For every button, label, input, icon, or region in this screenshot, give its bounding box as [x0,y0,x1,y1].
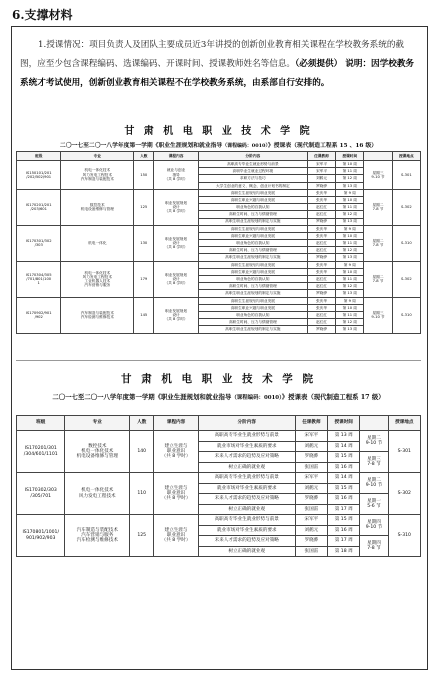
teacher-cell: 罗晓骅 [307,290,335,297]
topic-cell: 高职高专毕业生就业形势与前景 [198,473,295,484]
week-cell: 第 9 周 [336,225,364,232]
teacher-cell: 张庆华 [307,268,335,275]
column-header: 任课教师 [307,152,335,161]
table-row [17,161,421,168]
day-time-cell: 星期二 7-8 节 [364,225,392,261]
teacher-cell: 罗晓骅 [307,254,335,261]
column-header: 任课教师 [295,416,327,431]
count-cell: 130 [134,225,154,261]
teacher-cell: 张国雷 [295,546,327,557]
schedule-title-2: 二〇一七至二〇一八学年度第一学期《职业生涯规划和就业指导（课程编码：0010）》授课表（现代制造工程系 17 级） [52,393,385,401]
day-time-cell: 星期二 9-10 节 [360,431,388,452]
column-header: 授课地点 [388,416,420,431]
day-time-cell: 星期三 7-8 节 [360,452,388,473]
schedule-screenshot-2 [16,360,421,666]
teacher-cell: 刘鹤元 [295,525,327,536]
topic-cell: 高职生职业生涯规划的制定与实施 [198,218,307,225]
topic-cell: 求职方法与技巧 [198,175,307,182]
table-row [17,431,421,442]
week-cell: 第 17 周 [328,536,360,547]
week-cell: 第 15 周 [328,515,360,526]
table-header-row [17,152,421,161]
topic-cell: 高职生生涯规划与职业发展 [198,189,307,196]
table-row [17,189,421,196]
topic-cell: 高职生职业生涯规划的制定与实施 [198,254,307,261]
week-cell: 第 12 周 [336,175,364,182]
table-row [17,473,421,484]
column-header: 人数 [134,152,154,161]
week-cell: 第 12 周 [336,247,364,254]
week-cell: 第 11 周 [336,204,364,211]
week-cell: 第 10 周 [336,161,364,168]
day-time-cell: 星期一 5-6 节 [360,494,388,515]
teacher-cell: 罗晓骅 [295,494,327,505]
teacher-cell: 张庆华 [307,225,335,232]
topic-cell: 就业市场对毕业生素质的要求 [198,525,295,536]
teacher-cell: 罗晓骅 [307,182,335,189]
topic-cell: 高职生职业生涯规划的制定与实施 [198,326,307,333]
count-cell: 145 [134,297,154,333]
major-cell: 汽车制造与装配技术 汽车营销与服务 汽车检测与维修技术 [65,515,130,557]
teacher-cell: 宋军平 [295,515,327,526]
schedule-title-1: 二〇一七至二〇一八学年度第一学期《职业生涯规划和就业指导（课程编码：0010）》授课表（现代制造工程系 15 、16 级） [59,143,378,149]
column-header: 班级 [17,416,65,431]
course-cell: 职业发展规划 设计 （共 8 学时） [154,261,198,297]
column-header: 分阶内容 [198,416,295,431]
teacher-cell: 赵红红 [307,247,335,254]
teacher-cell: 赵红红 [307,240,335,247]
major-cell: 数控技术 机电设备维修与管理 [61,189,134,225]
teacher-cell: 张庆华 [307,297,335,304]
course-cell: 职业发展规划 设计 （共 8 学时） [154,225,198,261]
column-header: 人数 [130,416,154,431]
class-cell: IS170304/305 /701/801/100 1 [17,261,61,297]
count-cell: 110 [130,473,154,515]
teacher-cell: 张庆华 [307,189,335,196]
table-header-row [17,416,421,431]
table-row [17,261,421,268]
major-cell: 机电一体化技术 风力发电工程技术 [65,473,130,515]
column-header: 授课时间 [328,416,360,431]
week-cell: 第 11 周 [336,311,364,318]
teacher-cell: 宋军平 [307,168,335,175]
table-row [17,225,421,232]
week-cell: 第 11 周 [336,168,364,175]
teacher-cell: 赵红红 [307,319,335,326]
topic-cell: 高职生时间、压力与情绪管理 [198,319,307,326]
count-cell: 150 [134,161,154,190]
teacher-cell: 刘鹤元 [295,483,327,494]
column-header: 课程内容 [154,416,198,431]
topic-cell: 树立正确的就业观 [198,462,295,473]
intro-paragraph [20,36,420,93]
room-cell: S-310 [392,225,420,261]
topic-cell: 高职生时间、压力与情绪管理 [198,211,307,218]
room-cell: S-302 [392,189,420,225]
schedule-table-1 [16,151,421,334]
intro-text: 1.授课情况：项目负责人及团队主要成员近3年讲授的创新创业教育相关课程在学校教务系统的截图，应至少包含课程编码、选课编码、开课时间、授课教师姓名等信息。 [20,40,405,69]
topic-cell: 高职生职业兴趣与职业发展 [198,268,307,275]
course-cell: 建立生涯与 职业意识 （共 8 学时） [154,515,198,557]
week-cell: 第 9 周 [336,189,364,196]
day-time-cell: 星期二 9-10 节 [360,473,388,494]
week-cell: 第 15 周 [328,452,360,463]
week-cell: 第 10 周 [336,304,364,311]
day-time-cell: 星期三 9-10 节 [364,297,392,333]
major-cell: 机电一体化技术 风力发电工程技术 工业机器人技术 汽车营销与服务 [61,261,134,297]
week-cell: 第 18 周 [328,546,360,557]
column-header: 班级 [17,152,61,161]
room-cell: S-302 [388,473,420,515]
course-cell: 就业与创业 指导 （共 8 学时） [154,161,198,190]
count-cell: 179 [134,261,154,297]
week-cell: 第 13 周 [328,431,360,442]
topic-cell: 高职生职业生涯规划的制定与实施 [198,290,307,297]
section-heading: 6.支撑材料 [12,8,73,22]
topic-cell: 职业角色的自我认知 [198,240,307,247]
schedule-screenshot-1 [16,118,421,356]
teacher-cell: 刘鹤元 [307,175,335,182]
school-name-1: 甘 肃 机 电 职 业 技 术 学 院 [124,126,313,137]
course-cell: 职业发展规划 设计 （共 8 学时） [154,297,198,333]
room-cell: S-301 [388,431,420,473]
week-cell: 第 12 周 [336,319,364,326]
topic-cell: 高职生时间、压力与情绪管理 [198,247,307,254]
topic-cell: 未来人才需求的趋势及应对策略 [198,452,295,463]
day-time-cell: 星期二 7-8 节 [364,261,392,297]
class-cell: IS170201/301 /304/601/1101 [17,431,65,473]
teacher-cell: 宋军平 [295,473,327,484]
room-cell: S-301 [392,161,420,190]
topic-cell: 就业市场对毕业生素质的要求 [198,441,295,452]
topic-cell: 大学生创业的意义、概念、创业计划书的制定 [198,182,307,189]
column-header: 课程内容 [154,152,198,161]
teacher-cell: 赵红红 [307,211,335,218]
teacher-cell: 赵红红 [307,311,335,318]
room-cell: S-310 [388,515,420,557]
topic-cell: 职业角色的自我认知 [198,204,307,211]
count-cell: 125 [134,189,154,225]
day-time-cell: 星期四 9-10 节 [360,515,388,536]
teacher-cell: 赵红红 [307,283,335,290]
school-name-2: 甘 肃 机 电 职 业 技 术 学 院 [121,373,316,385]
teacher-cell: 张庆华 [307,232,335,239]
teacher-cell: 张庆华 [307,196,335,203]
topic-cell: 未来人才需求的趋势及应对策略 [198,536,295,547]
teacher-cell: 罗晓骅 [307,218,335,225]
topic-cell: 职业角色的自我认知 [198,311,307,318]
week-cell: 第 13 周 [336,254,364,261]
topic-cell: 高职生时间、压力与情绪管理 [198,283,307,290]
room-cell: S-302 [392,261,420,297]
week-cell: 第 13 周 [336,290,364,297]
count-cell: 125 [130,515,154,557]
week-cell: 第 12 周 [336,211,364,218]
week-cell: 第 15 周 [328,483,360,494]
week-cell: 第 17 周 [328,504,360,515]
topic-cell: 高职生生涯规划与职业发展 [198,297,307,304]
intro-required: （必须提供） [295,59,343,69]
week-cell: 第 13 周 [336,326,364,333]
day-time-cell: 星期三 9-10 节 [364,161,392,190]
class-cell: IS170301/302 /303 [17,225,61,261]
teacher-cell: 刘鹤元 [295,441,327,452]
teacher-cell: 赵红红 [307,276,335,283]
day-time-cell: 星期二 7-8 节 [364,189,392,225]
teacher-cell: 罗晓骅 [295,452,327,463]
teacher-cell: 罗晓骅 [295,536,327,547]
major-cell: 数控技术 机电一体化技术 机电设备维修与管理 [65,431,130,473]
teacher-cell: 张庆华 [307,261,335,268]
week-cell: 第 9 周 [336,297,364,304]
room-cell: S-310 [392,297,420,333]
day-time-cell: 星期四 7-8 节 [360,536,388,557]
topic-cell: 高职高专毕业生就业形势与前景 [198,431,295,442]
column-header: 授课地点 [392,152,420,161]
topic-cell: 高职生职业兴趣与职业发展 [198,196,307,203]
week-cell: 第 14 周 [328,441,360,452]
course-cell: 建立生涯与 职业意识 （共 8 学时） [154,473,198,515]
topic-cell: 高职生职业兴趣与职业发展 [198,232,307,239]
column-header: 专业 [65,416,130,431]
table-row [17,297,421,304]
schedule-table-2 [16,415,421,557]
column-header [364,152,392,161]
major-cell: 机电一体化技术 风力发电工程技术 汽车制造与装配技术 [61,161,134,190]
count-cell: 140 [130,431,154,473]
week-cell: 第 13 周 [336,218,364,225]
teacher-cell: 罗晓骅 [307,326,335,333]
topic-cell: 高职毕业生就业过程环境 [198,168,307,175]
teacher-cell: 赵红红 [307,204,335,211]
topic-cell: 就业市场对毕业生素质的要求 [198,483,295,494]
teacher-cell: 张国雷 [295,504,327,515]
week-cell: 第 10 周 [336,268,364,275]
topic-cell: 高职高专毕业生就业形势与前景 [198,515,295,526]
class-cell: IS170902/901 /902 [17,297,61,333]
week-cell: 第 11 周 [336,276,364,283]
column-header [360,416,388,431]
course-cell: 建立生涯与 职业意识 （共 8 学时） [154,431,198,473]
topic-cell: 高职生生涯规划与职业发展 [198,225,307,232]
column-header: 分阶内容 [198,152,307,161]
class-cell: IS150101/201 /202/502/901 [17,161,61,190]
week-cell: 第 13 周 [336,182,364,189]
teacher-cell: 张国雷 [295,462,327,473]
topic-cell: 未来人才需求的趋势及应对策略 [198,494,295,505]
class-cell: IS170302/303 /305/701 [17,473,65,515]
teacher-cell: 张庆华 [307,304,335,311]
week-cell: 第 16 周 [328,525,360,536]
intro-note: 说明：因学校教务系统才考试使用，创新创业教育相关课程不在学校教务系统，由系部自行安排的。 [20,59,415,88]
topic-cell: 职业角色的自我认知 [198,276,307,283]
week-cell: 第 16 周 [328,494,360,505]
class-cell: IS170801/1001/ 901/902/903 [17,515,65,557]
topic-cell: 树立正确的就业观 [198,546,295,557]
topic-cell: 高职生职业兴趣与职业发展 [198,304,307,311]
week-cell: 第 16 周 [328,462,360,473]
major-cell: 机电一体化 [61,225,134,261]
course-cell: 职业发展规划 设计 （共 8 学时） [154,189,198,225]
teacher-cell: 宋军平 [307,161,335,168]
week-cell: 第 10 周 [336,232,364,239]
week-cell: 第 12 周 [336,283,364,290]
column-header: 授课时间 [336,152,364,161]
week-cell: 第 11 周 [336,240,364,247]
topic-cell: 高职生生涯规划与职业发展 [198,261,307,268]
week-cell: 第 10 周 [336,196,364,203]
topic-cell: 高职高专毕业生就业形势与前景 [198,161,307,168]
topic-cell: 树立正确的就业观 [198,504,295,515]
week-cell: 第 9 周 [336,261,364,268]
week-cell: 第 14 周 [328,473,360,484]
class-cell: IS170201/201 /203/601 [17,189,61,225]
major-cell: 汽车制造与装配技术 汽车检测与维修技术 [61,297,134,333]
table-row [17,515,421,526]
column-header: 专业 [61,152,134,161]
teacher-cell: 宋军平 [295,431,327,442]
